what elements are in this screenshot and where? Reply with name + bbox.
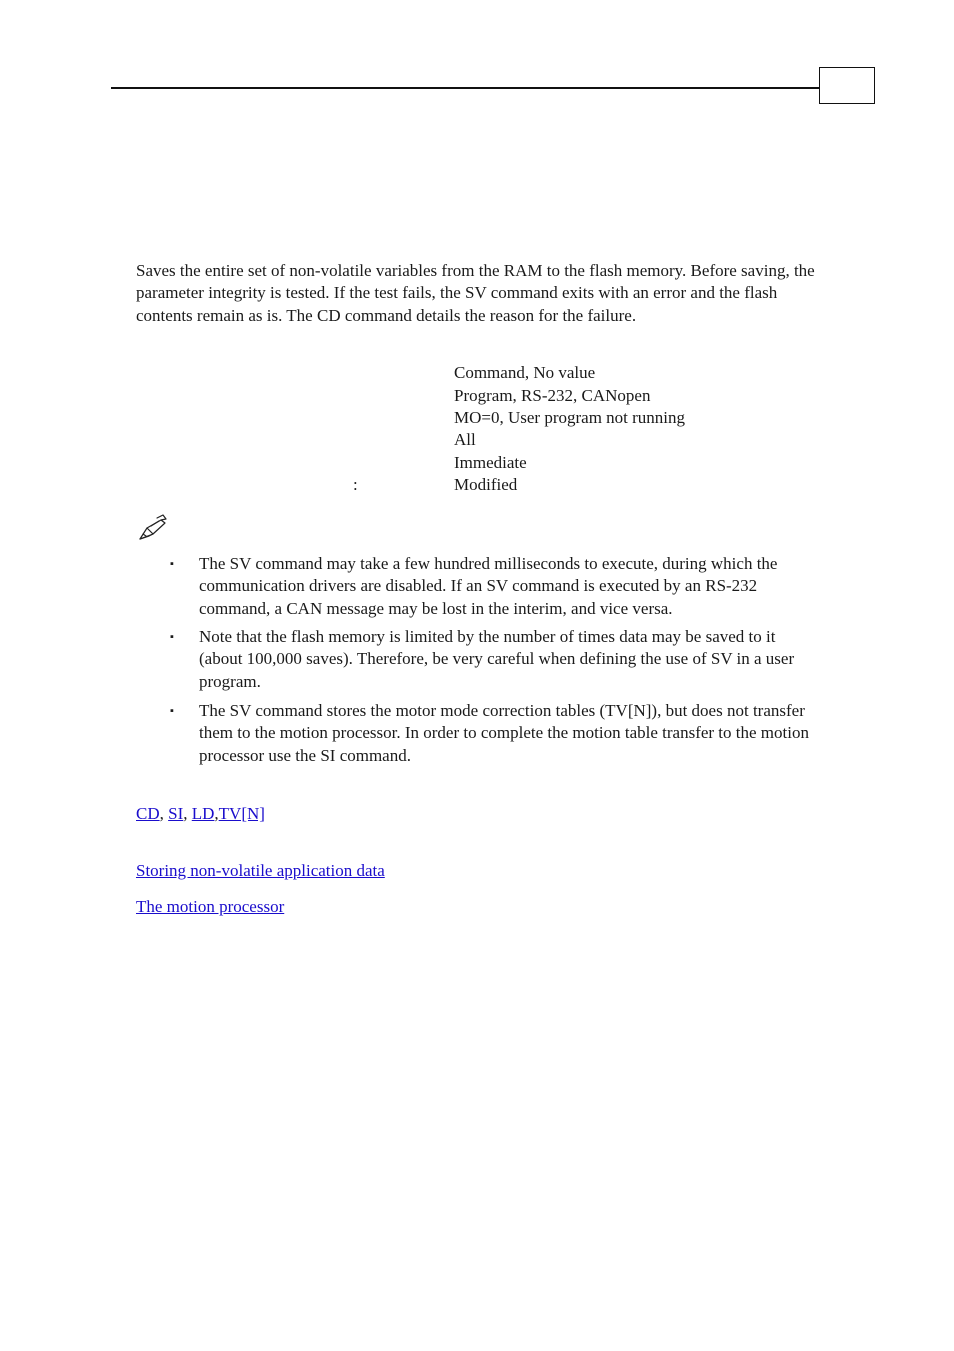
attribute-row [136,362,836,384]
attribute-row [136,385,836,407]
link-si[interactable]: SI [168,804,184,823]
link-storing-non-volatile-data[interactable]: Storing non-volatile application data [136,861,385,880]
attribute-value: MO=0, User program not running [454,408,686,427]
header-rule [111,87,820,89]
bullet-icon: ▪ [170,631,174,643]
attribute-colon: : [353,475,358,494]
link-separator: , [183,804,192,823]
note-text: The SV command may take a few hundred milliseconds to execute, during which the communication drivers are disabled. If an SV command is executed by an RS-232 command, a CAN message may be lost in the interim, and vice versa. [199,554,778,618]
command-description: Saves the entire set of non-volatile variables from the RAM to the flash memory. Before saving, the parameter integrity is tested. If the test fails, the SV command exits with an error and the flash contents remain as is. The CD command details the reason for the failure. [136,261,815,325]
link-motion-processor[interactable]: The motion processor [136,897,285,916]
attribute-value: Command, No value [454,363,596,382]
link-separator: , [214,804,219,823]
attribute-row [136,407,836,429]
bullet-icon: ▪ [170,558,174,570]
attribute-value: All [454,430,476,449]
attribute-row [136,429,836,451]
note-text: Note that the flash memory is limited by the number of times data may be saved to it (about 100,000 saves). Therefore, be very careful when defining the use of SV in a user program. [199,627,795,691]
note-text: The SV command stores the motor mode correction tables (TV[N]), but does not transfer them to the motion processor. In order to complete the motion table transfer to the motion processor use the SI command. [199,701,809,765]
attribute-row [136,452,836,474]
attribute-value: Modified [454,475,518,494]
page-number-box [819,67,875,104]
attribute-value: Immediate [454,453,527,472]
attribute-row [136,474,836,496]
see-also-links [136,803,265,825]
link-ld[interactable]: LD [191,804,215,823]
link-cd[interactable]: CD [136,804,160,823]
attribute-value: Program, RS-232, CANopen [454,386,651,405]
link-tv-n[interactable]: TV[N] [218,804,265,823]
note-pencil-icon [137,512,169,544]
link-separator: , [159,804,169,823]
bullet-icon: ▪ [170,705,174,717]
